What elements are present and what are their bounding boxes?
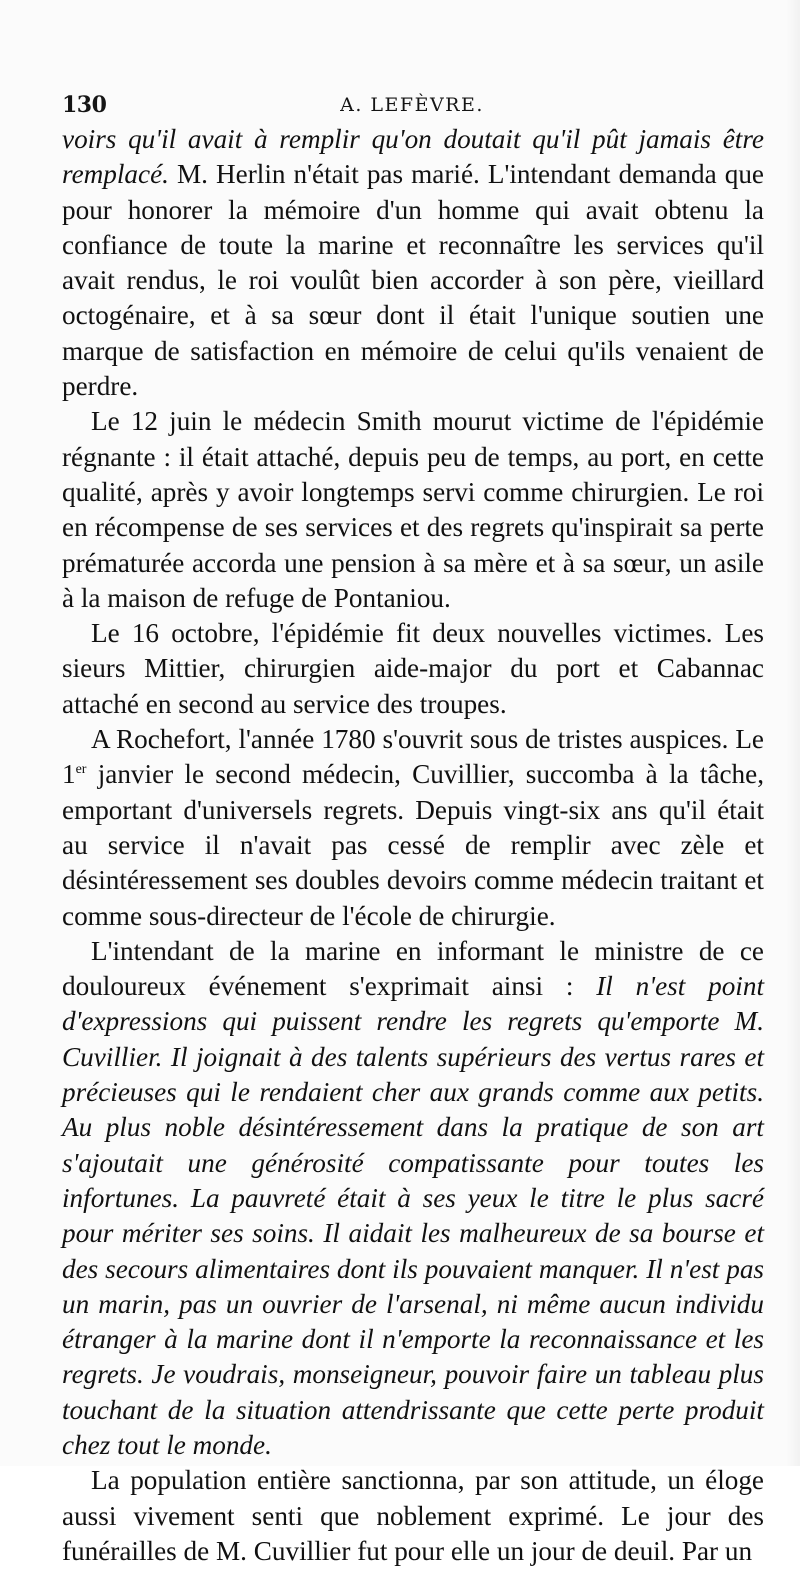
paragraph xyxy=(62,1463,764,1569)
paragraph xyxy=(62,616,764,722)
running-head: A. LEFÈVRE. xyxy=(340,94,484,116)
page-number: 130 xyxy=(62,92,107,118)
paragraph xyxy=(62,934,764,1463)
page-edge-shadow xyxy=(786,0,800,1466)
text-run: janvier le second médecin, Cuvillier, succomba à la tâche, emportant d'universels regrets. Depuis vingt-six ans qu'il était au service il n'avait pas cessé de remplir avec zèle et désintéressement ses doubles devoirs comme médecin traitant et comme sous-directeur de l'école de chirurgie. xyxy=(62,759,764,931)
text-run: La population entière sanctionna, par son attitude, un éloge aussi vivement senti que noblement exprimé. Le jour des funérailles de M. Cuvillier fut pour elle un jour de deuil. Par un xyxy=(62,1465,764,1566)
body-text xyxy=(62,122,764,1569)
italic-text: voirs qu'il avait à remplir qu'on doutait qu'il pût jamais être remplacé. xyxy=(62,124,764,190)
page-header xyxy=(62,92,762,122)
text-run: Le 12 juin le médecin Smith mourut victime de l'épidémie régnante : il était attaché, depuis peu de temps, au port, en cette qualité, après y avoir longtemps servi comme chirurgien. Le roi en récompense de ses services et des regrets qu'inspirait sa perte prématurée accorda une pension à sa mère et à sa sœur, un asile à la maison de refuge de Pontaniou. xyxy=(62,406,764,613)
paragraph xyxy=(62,404,764,616)
text-run: M. Herlin n'était pas marié. L'intendant demanda que pour honorer la mémoire d'un homme qui avait obtenu la confiance de toute la marine et reconnaître les services qu'il avait rendus, le roi voulût bien accorder à son père, vieillard octogénaire, et à sa sœur dont il était l'unique soutien une marque de satisfaction en mémoire de celui qu'ils venaient de perdre. xyxy=(62,159,764,402)
paragraph xyxy=(62,722,764,934)
superscript: er xyxy=(75,762,87,778)
text-run: A Rochefort, l'année 1780 s'ouvrit sous de tristes auspices. Le 1 xyxy=(62,724,764,790)
text-run: L'intendant de la marine en informant le ministre de ce douloureux événement s'exprimait ainsi : xyxy=(62,935,764,1002)
italic-text: Il n'est point d'expressions qui puissent rendre les regrets qu'emporte M. Cuvillier. Il joignait à des talents supérieurs des vertus rares et précieuses qui le rendaient cher aux grands comme aux petits. Au plus noble désintéressement dans la pratique de son art s'ajoutait une générosité compatissante pour toutes les infortunes. La pauvreté était à ses yeux le titre le plus sacré pour mériter ses soins. Il aidait les malheureux de sa bourse et des secours alimentaires dont ils pouvaient manquer. Il n'est pas un marin, pas un ouvrier de l'arsenal, ni même aucun individu étranger à la marine dont il n'emporte la reconnaissance et les regrets. Je voudrais, monseigneur, pouvoir faire un tableau plus touchant de la situation attendrissante que cette perte produit chez tout le monde. xyxy=(62,971,764,1460)
paragraph xyxy=(62,122,764,404)
text-run: Le 16 octobre, l'épidémie fit deux nouvelles victimes. Les sieurs Mittier, chirurgien aide-major du port et Cabannac attaché en second au service des troupes. xyxy=(62,618,764,719)
